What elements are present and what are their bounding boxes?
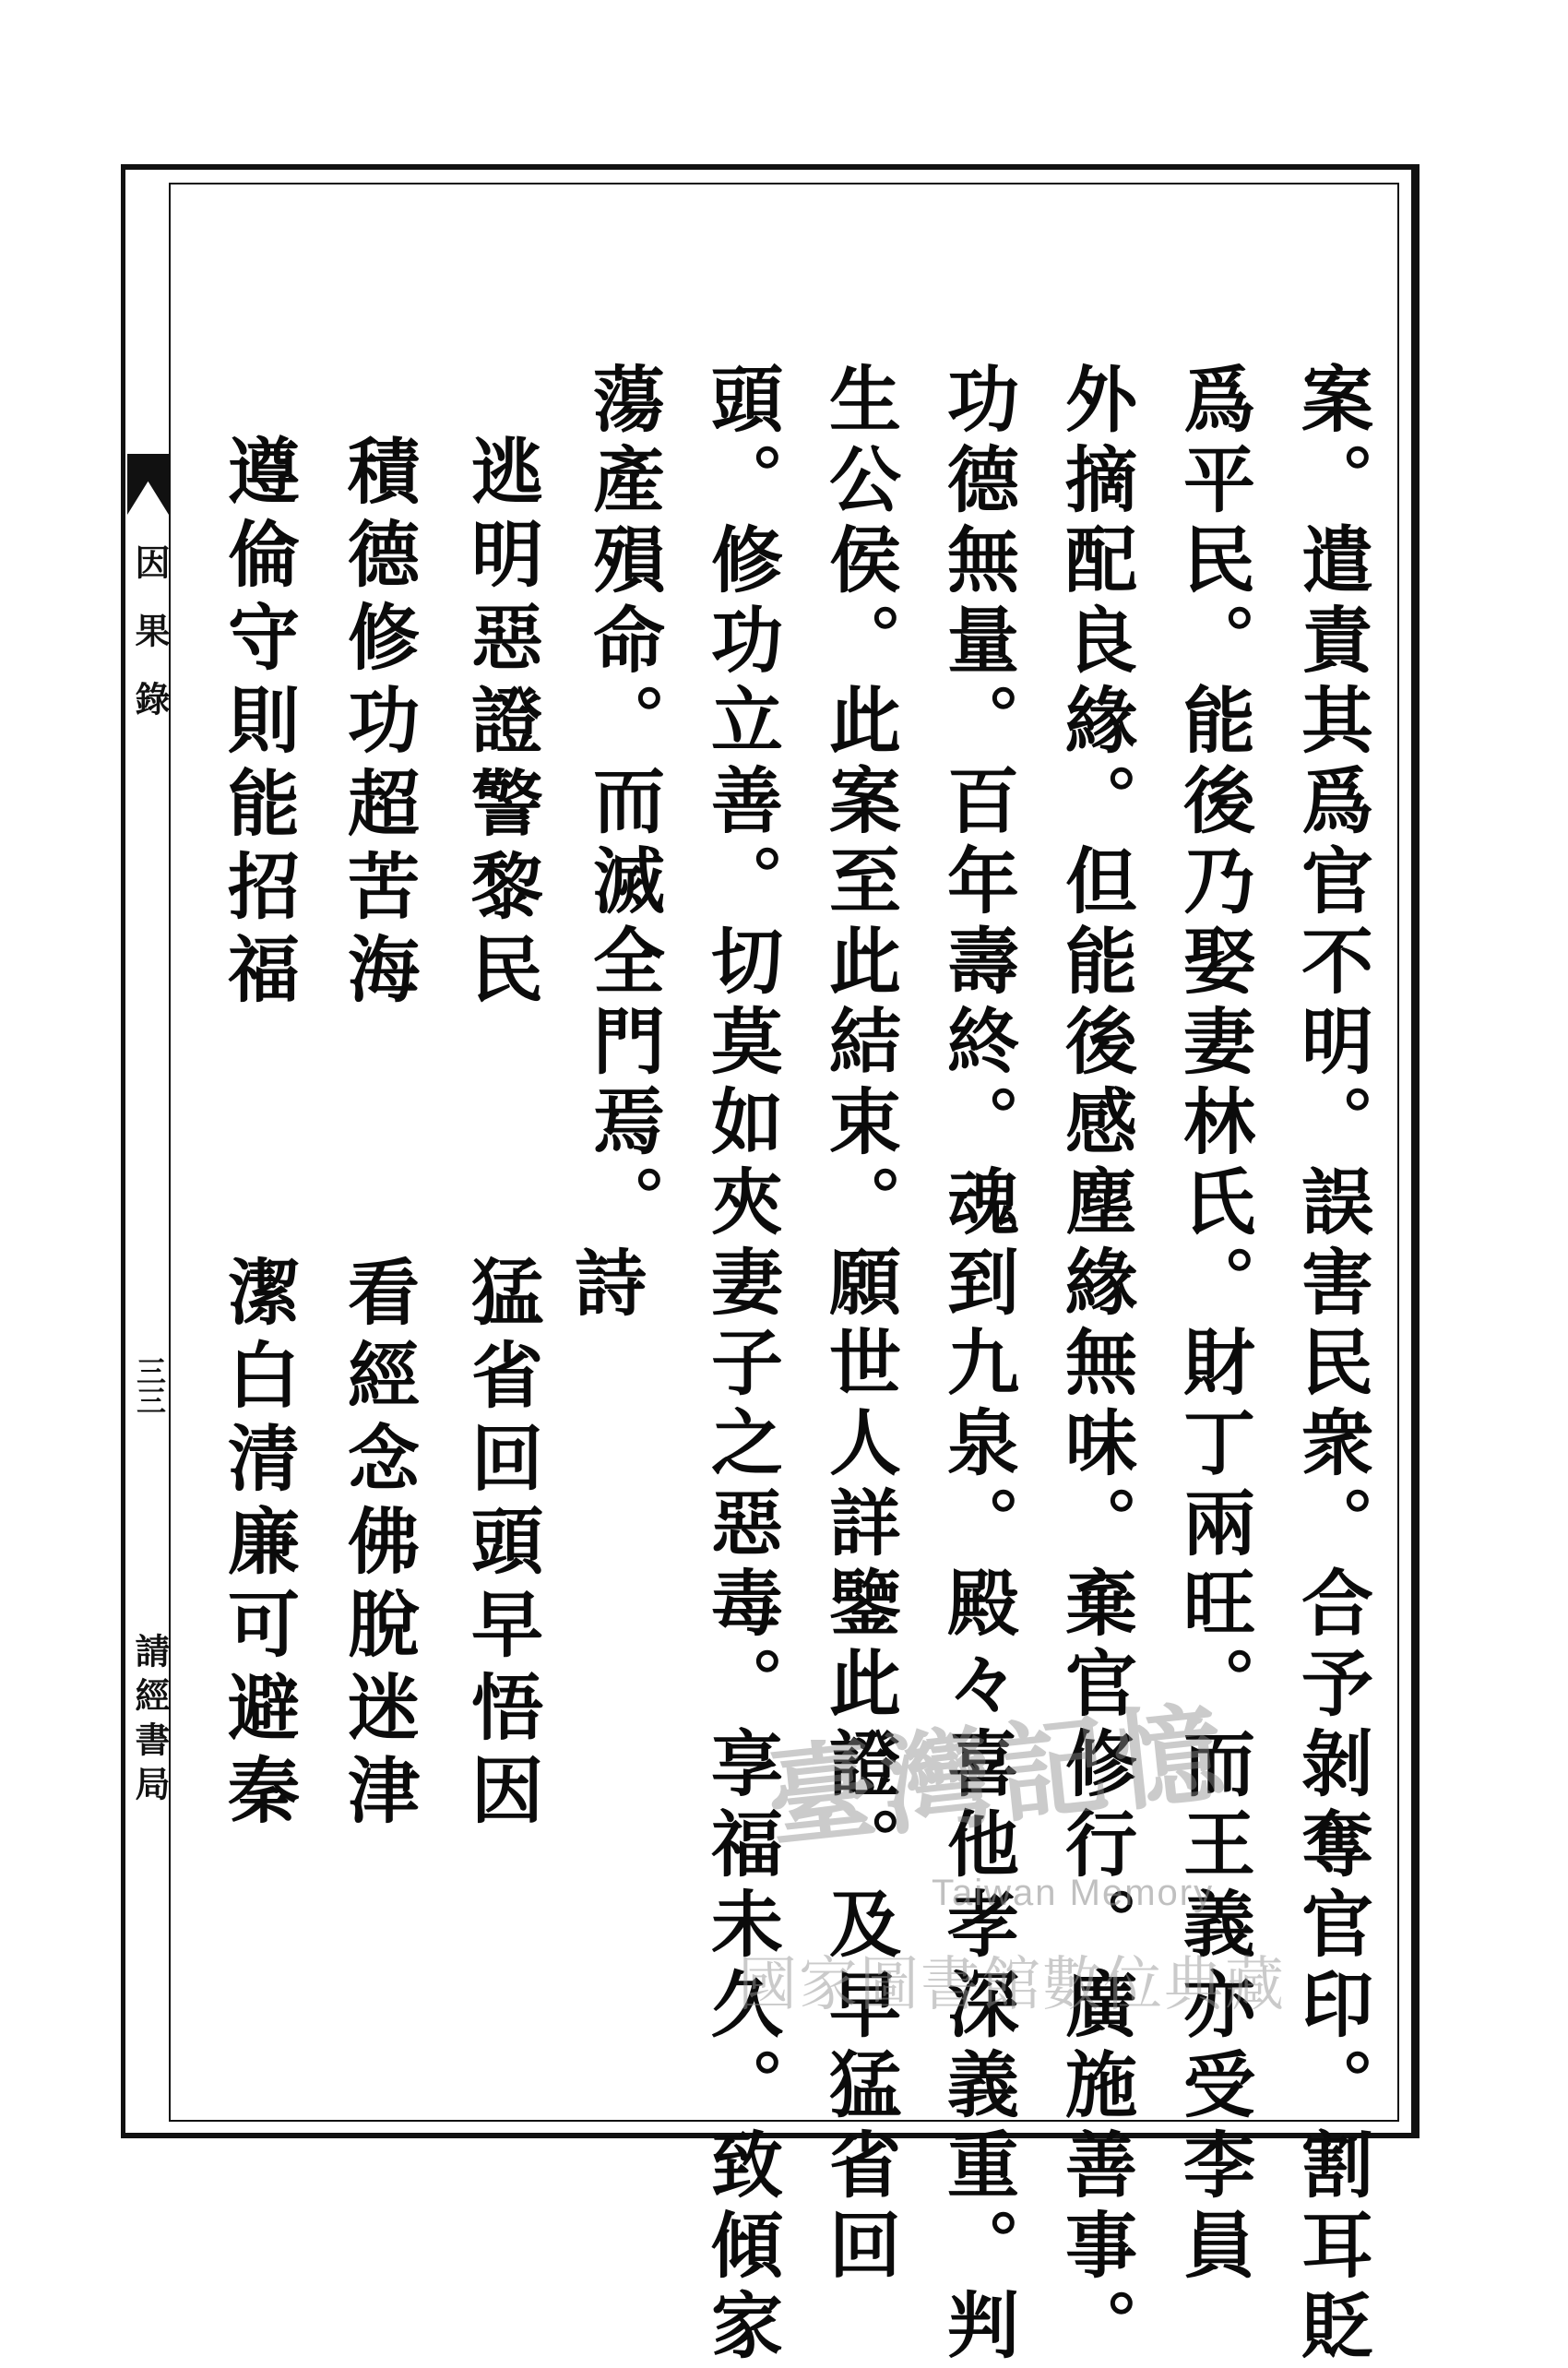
poem-line-2-bottom: 看經念佛脫迷津 — [336, 1255, 420, 1836]
margin-publisher: 請經書局 — [129, 1633, 171, 1810]
watermark-institution: 國家圖書館數位典藏 — [738, 1951, 1286, 2019]
margin-book-title: 因果錄 — [129, 544, 171, 749]
text-column-5: 生公侯。此案至此結束。願世人詳鑒此證。及早猛省回 — [817, 362, 901, 2288]
watermark-english: Taiwan Memory — [932, 1873, 1215, 1913]
margin-page-number: 三三 — [132, 1356, 167, 1415]
poem-line-1-bottom: 猛省回頭早悟因 — [459, 1255, 543, 1836]
text-column-2: 爲平民。能後乃娶妻林氏。財丁兩旺。而王義亦受李員 — [1171, 362, 1255, 2288]
text-column-1: 案。遣責其爲官不明。誤害民衆。合予剝奪官印。割耳貶 — [1289, 362, 1373, 2368]
text-column-6: 頭。修功立善。切莫如夾妻子之惡毒。享福未久。致傾家 — [699, 362, 783, 2368]
poem-line-2-top: 積德修功超苦海 — [336, 434, 420, 1015]
poem-line-1-top: 逃明惡證警黎民 — [459, 434, 543, 1015]
watermark-seal-text: 臺灣記憶 — [761, 1686, 1237, 1863]
poem-line-3-bottom: 潔白清廉可避秦 — [216, 1255, 300, 1836]
text-column-3: 外摘配良緣。但能後感塵緣無味。棄官修行。廣施善事。 — [1053, 362, 1137, 2368]
poem-line-3-top: 遵倫守則能招福 — [216, 434, 300, 1015]
poem-title: 詩 — [563, 1245, 647, 1317]
text-column-4: 功德無量。百年壽終。魂到九泉。殿々喜他孝深義重。判 — [935, 362, 1019, 2368]
text-column-7: 蕩產殞命。而滅全門焉。 — [581, 362, 665, 1244]
